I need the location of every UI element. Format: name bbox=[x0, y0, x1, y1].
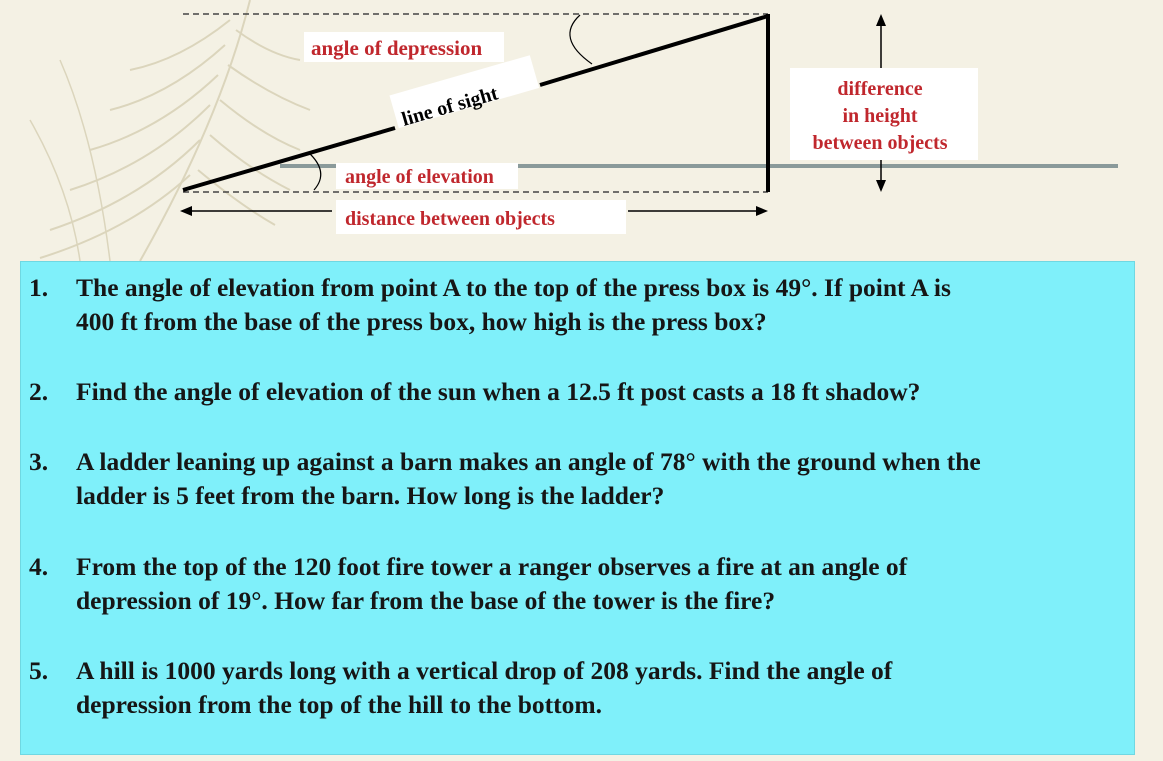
problem-text-line: A hill is 1000 yards long with a vertical drop of 208 yards. Find the angle of bbox=[76, 656, 893, 685]
line-of-sight-upper bbox=[540, 16, 768, 85]
problem-text-line: A ladder leaning up against a barn makes an angle of 78° with the ground when the bbox=[76, 447, 981, 476]
arrowhead-right-icon bbox=[756, 206, 768, 216]
arrowhead-left-icon bbox=[180, 206, 192, 216]
problem-4 bbox=[21, 550, 1121, 618]
difference-in-height-label-line2: in height bbox=[842, 105, 918, 127]
angle-of-depression-arc bbox=[570, 15, 592, 64]
problem-text-line: depression from the top of the hill to the bottom. bbox=[76, 690, 603, 719]
problem-number: 5. bbox=[29, 656, 49, 685]
problem-text-line: ladder is 5 feet from the barn. How long is the ladder? bbox=[76, 481, 665, 510]
problem-5 bbox=[21, 654, 1121, 722]
line-of-sight-label: line of sight bbox=[399, 82, 501, 131]
palm-frond-decoration bbox=[30, 0, 310, 261]
angle-of-elevation-arc bbox=[308, 152, 321, 190]
problem-1 bbox=[21, 271, 1121, 339]
angle-of-depression-label: angle of depression bbox=[311, 36, 483, 60]
problem-text-line: 400 ft from the base of the press box, how high is the press box? bbox=[76, 307, 767, 336]
difference-in-height-label-line1: difference bbox=[837, 78, 923, 100]
arrowhead-up-icon bbox=[876, 14, 886, 26]
arrowhead-down-icon bbox=[876, 180, 886, 192]
problem-3 bbox=[21, 445, 1121, 513]
angle-of-elevation-label: angle of elevation bbox=[345, 166, 494, 188]
problem-text-line: The angle of elevation from point A to the top of the press box is 49°. If point A is bbox=[76, 273, 951, 302]
distance-between-objects-label: distance between objects bbox=[345, 208, 555, 230]
problem-number: 3. bbox=[29, 447, 49, 476]
problem-number: 4. bbox=[29, 552, 49, 581]
problem-text-line: From the top of the 120 foot fire tower a ranger observes a fire at an angle of bbox=[76, 552, 908, 581]
difference-in-height-label-line3: between objects bbox=[812, 132, 948, 154]
problems-panel bbox=[20, 261, 1135, 755]
problem-2 bbox=[21, 375, 1121, 409]
problem-text-line: depression of 19°. How far from the base of the tower is the fire? bbox=[76, 586, 776, 615]
problem-number: 1. bbox=[29, 273, 49, 302]
problem-number: 2. bbox=[29, 377, 49, 406]
problem-text-line: Find the angle of elevation of the sun when a 12.5 ft post casts a 18 ft shadow? bbox=[76, 377, 921, 406]
elevation-depression-diagram bbox=[0, 0, 1163, 261]
